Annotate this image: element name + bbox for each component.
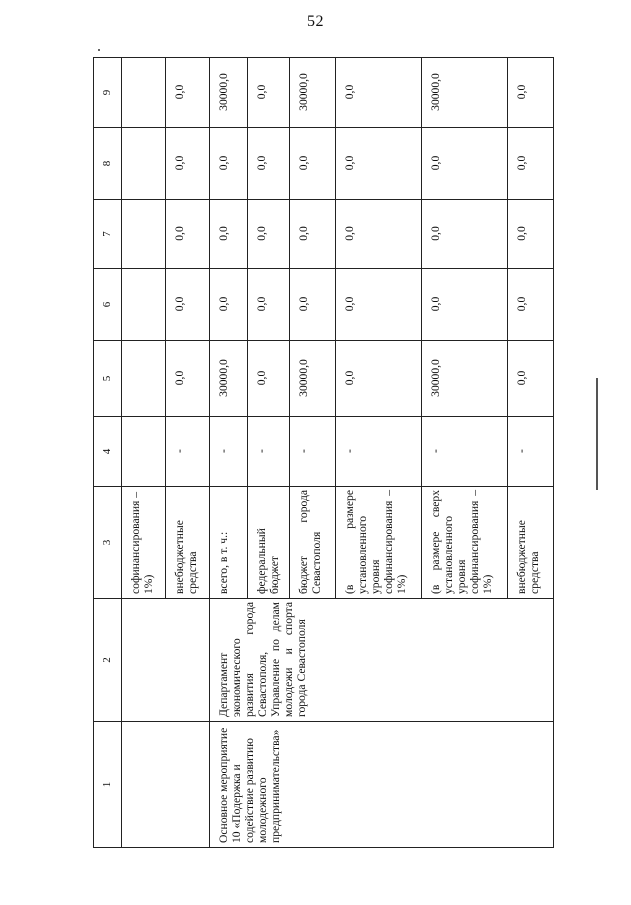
scan-speck: [98, 49, 100, 51]
empty-cell-col-2: [122, 599, 210, 722]
value-cell: 0,0: [422, 200, 508, 269]
value-cell: 0,0: [166, 58, 210, 128]
value-cell: 30000,0: [210, 341, 248, 417]
rotated-table-wrapper: [93, 58, 553, 848]
value-cell: 0,0: [336, 58, 422, 128]
value-cell: 30000,0: [210, 58, 248, 128]
header-col-3: 3: [94, 487, 122, 599]
funding-source: софинансирования – 1%): [122, 487, 166, 599]
funding-source: (в размере установленного уровня софинансирования – 1%): [336, 487, 422, 599]
col-4-value: -: [248, 417, 290, 487]
value-cell: 0,0: [290, 128, 336, 200]
empty-cell-col-1: [122, 722, 210, 848]
header-row: [94, 58, 122, 848]
header-col-9: 9: [94, 58, 122, 128]
funding-source: всего, в т. ч.:: [210, 487, 248, 599]
funding-source: федеральный бюджет: [248, 487, 290, 599]
value-cell: 0,0: [336, 200, 422, 269]
empty-cell: [122, 269, 166, 341]
page-number: 52: [307, 13, 324, 30]
value-cell: 0,0: [290, 200, 336, 269]
table-row: [210, 58, 248, 848]
header-col-5: 5: [94, 341, 122, 417]
value-cell: 0,0: [248, 58, 290, 128]
value-cell: 0,0: [290, 269, 336, 341]
value-cell: 0,0: [508, 128, 554, 200]
value-cell: 0,0: [210, 200, 248, 269]
event-executor: Департамент экономического развития города Севастополя, Управление по делам молодежи и спорта города Севастополя: [210, 599, 554, 722]
value-cell: 0,0: [508, 200, 554, 269]
event-name: Основное мероприятие 10 «Подержка и содействие развитию молодежного предпринимательства»: [210, 722, 554, 848]
header-col-7: 7: [94, 200, 122, 269]
value-cell: 0,0: [166, 269, 210, 341]
col-4-value: -: [210, 417, 248, 487]
table-row: [122, 58, 166, 848]
value-cell: 0,0: [508, 269, 554, 341]
value-cell: 0,0: [336, 341, 422, 417]
value-cell: 0,0: [166, 341, 210, 417]
value-cell: 0,0: [166, 128, 210, 200]
col-4-value: -: [336, 417, 422, 487]
empty-cell: [122, 341, 166, 417]
header-col-2: 2: [94, 599, 122, 722]
value-cell: 0,0: [336, 128, 422, 200]
value-cell: 0,0: [508, 341, 554, 417]
value-cell: 0,0: [248, 128, 290, 200]
value-cell: 30000,0: [290, 58, 336, 128]
value-cell: 0,0: [248, 341, 290, 417]
header-col-6: 6: [94, 269, 122, 341]
col-4-value: -: [290, 417, 336, 487]
value-cell: 0,0: [248, 200, 290, 269]
value-cell: 0,0: [508, 58, 554, 128]
value-cell: 0,0: [166, 200, 210, 269]
empty-cell: [122, 417, 166, 487]
col-4-value: -: [166, 417, 210, 487]
empty-cell: [122, 200, 166, 269]
funding-source: бюджет города Севастополя: [290, 487, 336, 599]
empty-cell: [122, 58, 166, 128]
funding-source: внебюджетные средства: [166, 487, 210, 599]
header-col-4: 4: [94, 417, 122, 487]
value-cell: 0,0: [422, 269, 508, 341]
value-cell: 30000,0: [422, 58, 508, 128]
funding-source: (в размере сверх установленного уровня софинансирования – 1%): [422, 487, 508, 599]
funding-source: внебюджетные средства: [508, 487, 554, 599]
value-cell: 0,0: [336, 269, 422, 341]
value-cell: 0,0: [210, 269, 248, 341]
value-cell: 0,0: [422, 128, 508, 200]
funding-table: [93, 57, 554, 848]
value-cell: 0,0: [248, 269, 290, 341]
value-cell: 30000,0: [422, 341, 508, 417]
header-col-1: 1: [94, 722, 122, 848]
col-4-value: -: [508, 417, 554, 487]
value-cell: 0,0: [210, 128, 248, 200]
col-4-value: -: [422, 417, 508, 487]
header-col-8: 8: [94, 128, 122, 200]
margin-line: [596, 378, 598, 490]
empty-cell: [122, 128, 166, 200]
value-cell: 30000,0: [290, 341, 336, 417]
